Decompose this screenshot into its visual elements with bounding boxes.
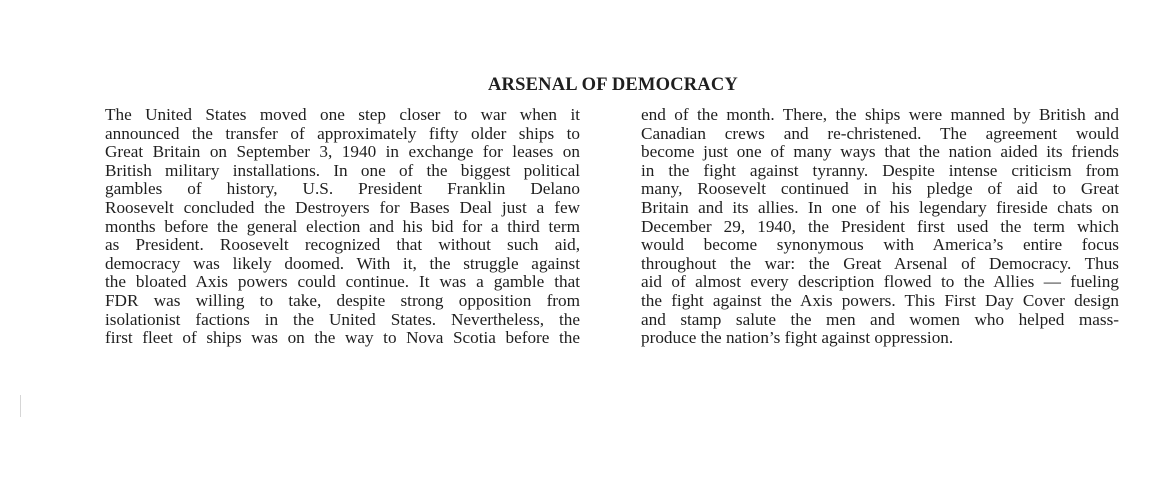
text-line: become just one of many ways that the nation aided its friends <box>641 142 1119 162</box>
text-line: The United States moved one step closer to war when it <box>105 105 580 124</box>
left-text-column <box>105 106 580 348</box>
text-line: as President. Roosevelt recognized that without such aid, <box>105 235 580 255</box>
right-text-column <box>641 106 1119 348</box>
text-line: the fight against the Axis powers. This First Day Cover design <box>641 290 1119 310</box>
text-line: Canadian crews and re-christened. The agreement would <box>641 123 1119 143</box>
text-line: British military installations. In one of the biggest political <box>105 160 580 180</box>
text-line: Britain and its allies. In one of his legendary fireside chats on <box>641 197 1119 217</box>
document-title: ARSENAL OF DEMOCRACY <box>488 75 738 95</box>
text-line: produce the nation’s fight against oppression. <box>641 328 954 348</box>
text-line: in the fight against tyranny. Despite intense criticism from <box>641 160 1119 180</box>
text-line: and stamp salute the men and women who helped mass- <box>641 309 1119 329</box>
text-line: months before the general election and his bid for a third term <box>105 216 580 236</box>
text-line: democracy was likely doomed. With it, the struggle against <box>105 253 580 273</box>
text-line: announced the transfer of approximately fifty older ships to <box>105 123 580 143</box>
text-line: isolationist factions in the United States. Nevertheless, the <box>105 309 580 329</box>
text-line: throughout the war: the Great Arsenal of Democracy. Thus <box>641 253 1119 273</box>
text-line: Roosevelt concluded the Destroyers for Bases Deal just a few <box>105 197 580 217</box>
text-line: gambles of history, U.S. President Franklin Delano <box>105 179 580 199</box>
text-line: the bloated Axis powers could continue. It was a gamble that <box>105 272 580 292</box>
text-line: would become synonymous with America’s entire focus <box>641 235 1119 255</box>
page-edge-mark <box>20 395 21 417</box>
text-line: FDR was willing to take, despite strong opposition from <box>105 290 580 310</box>
text-line: Great Britain on September 3, 1940 in exchange for leases on <box>105 142 580 162</box>
text-line: first fleet of ships was on the way to Nova Scotia before the <box>105 328 580 348</box>
text-line: end of the month. There, the ships were manned by British and <box>641 105 1119 124</box>
text-line: many, Roosevelt continued in his pledge of aid to Great <box>641 179 1119 199</box>
text-line: December 29, 1940, the President first used the term which <box>641 216 1119 236</box>
text-line: aid of almost every description flowed to the Allies — fueling <box>641 272 1119 292</box>
